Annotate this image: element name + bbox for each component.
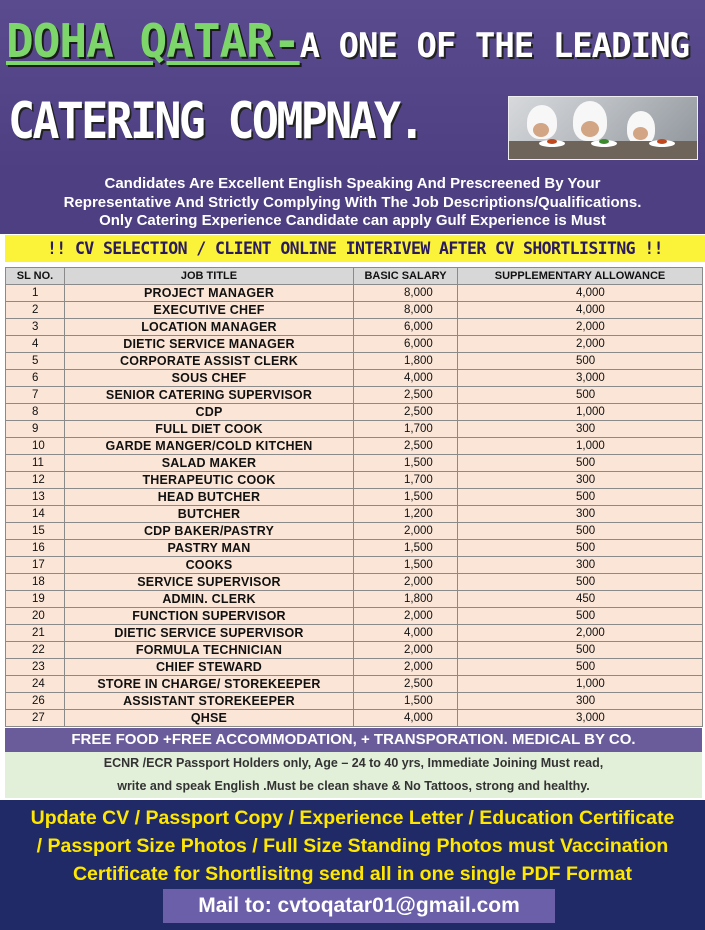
cell-job-title: THERAPEUTIC COOK xyxy=(65,472,354,489)
column-header-job-title: JOB TITLE xyxy=(65,268,354,285)
cell-sl-no: 27 xyxy=(6,710,65,727)
table-row xyxy=(6,489,703,506)
cell-sl-no: 23 xyxy=(6,659,65,676)
title-tagline: A ONE OF THE LEADING xyxy=(299,26,690,66)
cell-job-title: SENIOR CATERING SUPERVISOR xyxy=(65,387,354,404)
table-row xyxy=(6,710,703,727)
cell-sl-no: 4 xyxy=(6,336,65,353)
documents-line: / Passport Size Photos / Full Size Standing Photos must Vaccination xyxy=(36,835,669,857)
table-row xyxy=(6,608,703,625)
cell-job-title: FORMULA TECHNICIAN xyxy=(65,642,354,659)
cell-basic-salary: 2,500 xyxy=(354,404,458,421)
cell-allowance: 500 xyxy=(458,455,703,472)
cell-allowance: 1,000 xyxy=(458,676,703,693)
cell-job-title: COOKS xyxy=(65,557,354,574)
header-banner xyxy=(0,0,705,172)
intro-line: Only Catering Experience Candidate can apply Gulf Experience is Must xyxy=(99,212,606,229)
eligibility-requirements xyxy=(5,752,702,798)
cell-sl-no: 26 xyxy=(6,693,65,710)
table-row xyxy=(6,336,703,353)
cell-job-title: SOUS CHEF xyxy=(65,370,354,387)
requirements-line: ECNR /ECR Passport Holders only, Age – 24 to 40 yrs, Immediate Joining Must read, xyxy=(103,756,604,770)
cell-allowance: 300 xyxy=(458,557,703,574)
documents-line: Certificate for Shortlisitng send all in one single PDF Format xyxy=(72,863,633,885)
intro-line: Candidates Are Excellent English Speaking And Prescreened By Your xyxy=(104,175,601,192)
cell-sl-no: 15 xyxy=(6,523,65,540)
intro-line: Representative And Strictly Complying With The Job Descriptions/Qualifications. xyxy=(63,193,642,211)
cell-job-title: STORE IN CHARGE/ STOREKEEPER xyxy=(65,676,354,693)
cell-job-title: EXECUTIVE CHEF xyxy=(65,302,354,319)
cell-allowance: 500 xyxy=(458,387,703,404)
cell-basic-salary: 6,000 xyxy=(354,336,458,353)
cell-allowance: 300 xyxy=(458,472,703,489)
cell-allowance: 300 xyxy=(458,506,703,523)
cell-sl-no: 8 xyxy=(6,404,65,421)
cell-job-title: DIETIC SERVICE MANAGER xyxy=(65,336,354,353)
cell-sl-no: 2 xyxy=(6,302,65,319)
cell-sl-no: 14 xyxy=(6,506,65,523)
cell-job-title: ADMIN. CLERK xyxy=(65,591,354,608)
table-row xyxy=(6,438,703,455)
page-title-line1 xyxy=(6,14,689,68)
benefits-banner: FREE FOOD +FREE ACCOMMODATION, + TRANSPORATION. MEDICAL BY CO. xyxy=(5,728,702,752)
cell-allowance: 500 xyxy=(458,489,703,506)
cell-sl-no: 3 xyxy=(6,319,65,336)
page-title-line2: CATERING COMPNAY. xyxy=(8,92,423,150)
table-row xyxy=(6,693,703,710)
job-vacancy-table xyxy=(5,267,703,727)
cell-allowance: 300 xyxy=(458,421,703,438)
cell-sl-no: 1 xyxy=(6,285,65,302)
cell-basic-salary: 1,200 xyxy=(354,506,458,523)
cell-allowance: 500 xyxy=(458,353,703,370)
cell-basic-salary: 1,500 xyxy=(354,693,458,710)
cell-allowance: 1,000 xyxy=(458,438,703,455)
cell-allowance: 500 xyxy=(458,608,703,625)
cell-sl-no: 13 xyxy=(6,489,65,506)
chefs-kitchen-photo xyxy=(508,96,698,160)
cell-sl-no: 16 xyxy=(6,540,65,557)
cell-basic-salary: 2,500 xyxy=(354,387,458,404)
required-documents-text xyxy=(0,804,705,888)
cell-allowance: 2,000 xyxy=(458,319,703,336)
table-row xyxy=(6,302,703,319)
cell-job-title: CDP xyxy=(65,404,354,421)
cell-job-title: CHIEF STEWARD xyxy=(65,659,354,676)
cell-allowance: 500 xyxy=(458,659,703,676)
cell-allowance: 450 xyxy=(458,591,703,608)
cell-job-title: ASSISTANT STOREKEEPER xyxy=(65,693,354,710)
cell-basic-salary: 4,000 xyxy=(354,370,458,387)
cell-sl-no: 18 xyxy=(6,574,65,591)
table-row xyxy=(6,404,703,421)
cell-basic-salary: 2,000 xyxy=(354,608,458,625)
documents-line: Update CV / Passport Copy / Experience Letter / Education Certificate xyxy=(30,807,675,829)
cell-basic-salary: 1,800 xyxy=(354,591,458,608)
cell-sl-no: 12 xyxy=(6,472,65,489)
cell-sl-no: 5 xyxy=(6,353,65,370)
cell-job-title: HEAD BUTCHER xyxy=(65,489,354,506)
cell-basic-salary: 6,000 xyxy=(354,319,458,336)
table-row xyxy=(6,285,703,302)
cell-basic-salary: 4,000 xyxy=(354,710,458,727)
cell-job-title: SERVICE SUPERVISOR xyxy=(65,574,354,591)
cell-job-title: BUTCHER xyxy=(65,506,354,523)
contact-email[interactable]: Mail to: cvtoqatar01@gmail.com xyxy=(163,889,555,923)
cell-sl-no: 10 xyxy=(6,438,65,455)
cell-allowance: 4,000 xyxy=(458,302,703,319)
documents-section xyxy=(0,800,705,930)
candidate-requirements-intro xyxy=(0,172,705,234)
cell-job-title: CORPORATE ASSIST CLERK xyxy=(65,353,354,370)
cell-sl-no: 7 xyxy=(6,387,65,404)
table-row xyxy=(6,387,703,404)
cell-allowance: 2,000 xyxy=(458,625,703,642)
column-header-basic-salary: BASIC SALARY xyxy=(354,268,458,285)
table-row xyxy=(6,574,703,591)
cell-basic-salary: 8,000 xyxy=(354,302,458,319)
table-row xyxy=(6,676,703,693)
cell-allowance: 1,000 xyxy=(458,404,703,421)
cell-basic-salary: 2,500 xyxy=(354,676,458,693)
cell-basic-salary: 8,000 xyxy=(354,285,458,302)
table-row xyxy=(6,319,703,336)
table-row xyxy=(6,523,703,540)
cell-job-title: CDP BAKER/PASTRY xyxy=(65,523,354,540)
cell-allowance: 3,000 xyxy=(458,710,703,727)
table-row xyxy=(6,370,703,387)
cell-job-title: DIETIC SERVICE SUPERVISOR xyxy=(65,625,354,642)
cell-basic-salary: 1,500 xyxy=(354,489,458,506)
cell-job-title: PASTRY MAN xyxy=(65,540,354,557)
cell-job-title: FULL DIET COOK xyxy=(65,421,354,438)
cell-sl-no: 22 xyxy=(6,642,65,659)
table-row xyxy=(6,353,703,370)
cell-basic-salary: 2,000 xyxy=(354,523,458,540)
table-row xyxy=(6,506,703,523)
cell-allowance: 4,000 xyxy=(458,285,703,302)
table-row xyxy=(6,540,703,557)
table-row xyxy=(6,659,703,676)
table-row xyxy=(6,472,703,489)
cell-job-title: FUNCTION SUPERVISOR xyxy=(65,608,354,625)
cv-selection-banner: !! CV SELECTION / CLIENT ONLINE INTERIVEW AFTER CV SHORTLISITNG !! xyxy=(5,235,705,262)
cell-allowance: 500 xyxy=(458,540,703,557)
cell-allowance: 500 xyxy=(458,574,703,591)
column-header-allowance: SUPPLEMENTARY ALLOWANCE xyxy=(458,268,703,285)
cell-sl-no: 19 xyxy=(6,591,65,608)
cell-basic-salary: 1,500 xyxy=(354,557,458,574)
cell-sl-no: 9 xyxy=(6,421,65,438)
column-header-sl-no: SL NO. xyxy=(6,268,65,285)
cell-basic-salary: 1,700 xyxy=(354,472,458,489)
title-location: DOHA QATAR- xyxy=(6,14,300,68)
cell-sl-no: 11 xyxy=(6,455,65,472)
table-row xyxy=(6,625,703,642)
cell-basic-salary: 1,500 xyxy=(354,455,458,472)
cell-sl-no: 21 xyxy=(6,625,65,642)
table-row xyxy=(6,591,703,608)
cell-job-title: PROJECT MANAGER xyxy=(65,285,354,302)
cell-job-title: SALAD MAKER xyxy=(65,455,354,472)
cell-basic-salary: 2,000 xyxy=(354,659,458,676)
table-row xyxy=(6,421,703,438)
cell-allowance: 300 xyxy=(458,693,703,710)
cell-job-title: GARDE MANGER/COLD KITCHEN xyxy=(65,438,354,455)
cell-job-title: LOCATION MANAGER xyxy=(65,319,354,336)
cell-sl-no: 20 xyxy=(6,608,65,625)
cell-basic-salary: 1,800 xyxy=(354,353,458,370)
requirements-line: write and speak English .Must be clean shave & No Tattoos, strong and healthy. xyxy=(117,779,590,793)
cell-basic-salary: 2,500 xyxy=(354,438,458,455)
cell-job-title: QHSE xyxy=(65,710,354,727)
cell-sl-no: 17 xyxy=(6,557,65,574)
cell-basic-salary: 1,500 xyxy=(354,540,458,557)
cell-basic-salary: 2,000 xyxy=(354,574,458,591)
cell-allowance: 500 xyxy=(458,642,703,659)
cell-sl-no: 6 xyxy=(6,370,65,387)
table-header-row xyxy=(6,268,703,285)
cell-allowance: 2,000 xyxy=(458,336,703,353)
cell-basic-salary: 1,700 xyxy=(354,421,458,438)
table-row xyxy=(6,642,703,659)
table-row xyxy=(6,455,703,472)
cell-basic-salary: 2,000 xyxy=(354,642,458,659)
cell-allowance: 500 xyxy=(458,523,703,540)
cell-allowance: 3,000 xyxy=(458,370,703,387)
table-row xyxy=(6,557,703,574)
cell-basic-salary: 4,000 xyxy=(354,625,458,642)
cell-sl-no: 24 xyxy=(6,676,65,693)
